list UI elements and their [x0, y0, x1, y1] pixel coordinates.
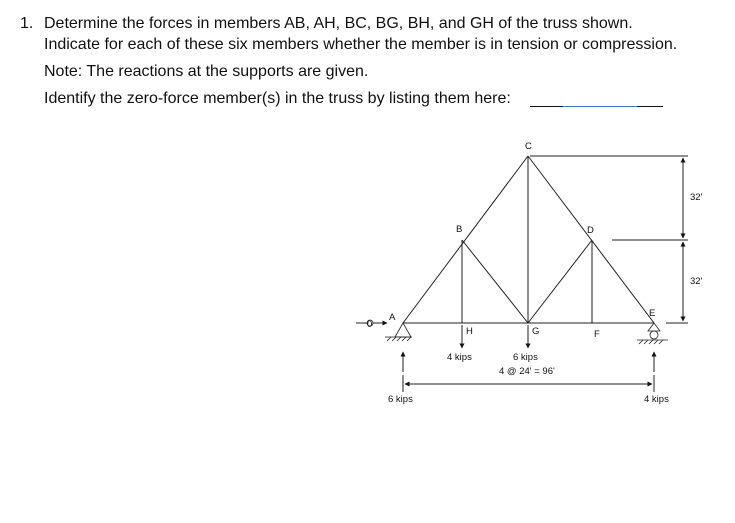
height-upper-label: 32': [690, 192, 703, 203]
member-BG: [462, 240, 528, 323]
node-label-C: C: [525, 141, 532, 152]
node-label-A: A: [389, 312, 396, 323]
question-number: 1.: [20, 15, 34, 32]
load-label-H: 4 kips: [447, 352, 472, 363]
load-label-G: 6 kips: [513, 352, 538, 363]
member-AC: [403, 156, 528, 323]
roller-support-E: [637, 323, 668, 344]
question-line-1: Determine the forces in members AB, AH, BC, BG, BH, and GH of the truss shown.: [44, 15, 633, 32]
node-label-F: F: [594, 329, 600, 340]
pin-support-A: [385, 323, 412, 341]
node-label-E: E: [649, 308, 656, 319]
reaction-label-right: 4 kips: [644, 394, 669, 405]
node-label-B: B: [456, 224, 463, 235]
reaction-label-left: 6 kips: [388, 394, 413, 405]
span-label: 4 @ 24' = 96': [499, 366, 555, 377]
question-line-2: Indicate for each of these six members whether the member is in tension or compression.: [44, 36, 678, 53]
node-label-D: D: [587, 225, 594, 236]
member-DG: [528, 240, 592, 323]
horizontal-reaction-value: 0: [367, 319, 373, 330]
note-text: Note: The reactions at the supports are given.: [44, 63, 369, 80]
node-label-G: G: [532, 326, 540, 337]
height-lower-label: 32': [690, 276, 703, 287]
zero-force-prompt: Identify the zero-force member(s) in the truss by listing them here:: [44, 90, 511, 107]
node-label-H: H: [466, 326, 473, 337]
